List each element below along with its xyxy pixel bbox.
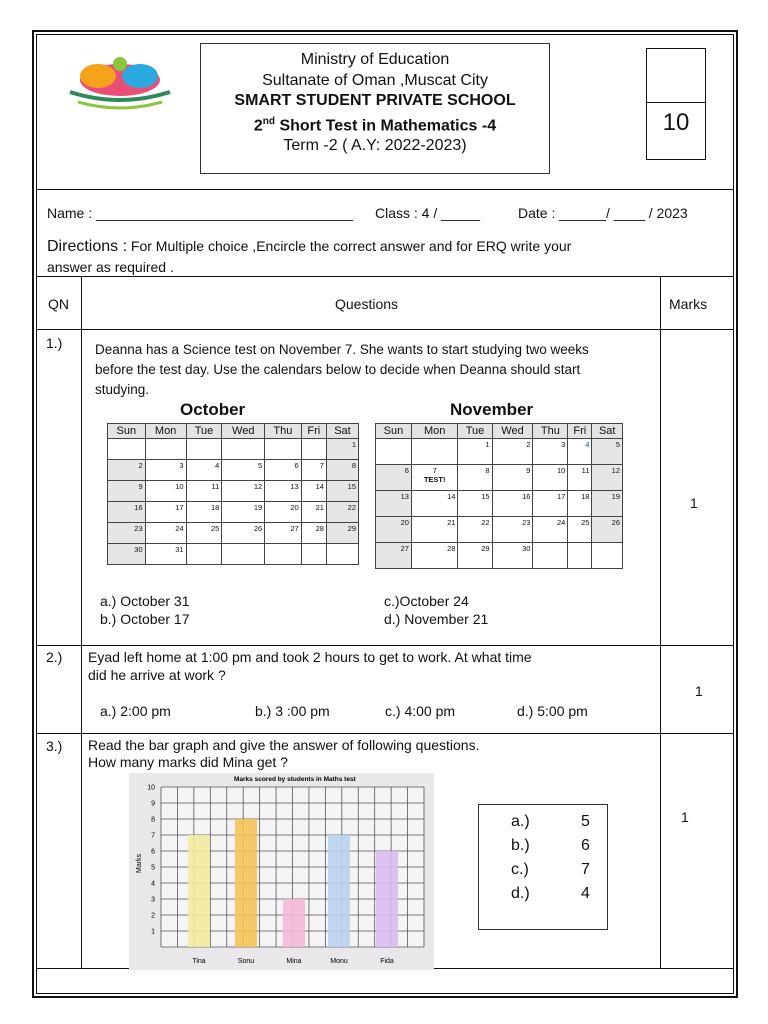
calendar-day: 14 (301, 481, 326, 502)
calendar-empty-cell (222, 439, 265, 460)
test-title: 2nd Short Test in Mathematics -4 (253, 115, 497, 134)
day-header-wed: Wed (492, 424, 533, 439)
bar-mina (283, 899, 305, 947)
calendar-day: 6 (265, 460, 302, 481)
q2-option-c[interactable]: c.) 4:00 pm (385, 703, 456, 719)
option-label: a.) (511, 813, 530, 830)
calendar-day: 13 (265, 481, 302, 502)
calendar-empty-cell (533, 543, 568, 569)
y-tick-label: 4 (151, 880, 155, 888)
q2-option-b[interactable]: b.) 3 :00 pm (255, 703, 330, 719)
calendar-day: 25 (568, 517, 592, 543)
y-tick-label: 8 (151, 816, 155, 824)
calendar-day: 30 (108, 544, 146, 565)
option-label: b.) (511, 837, 530, 854)
q1-text: Deanna has a Science test on November 7. She wants to start studying two weeks before the test day. Use the calendars below to decide when Deanna should start studying. (95, 342, 589, 397)
calendar-day: 17 (533, 491, 568, 517)
calendar-day: 12 (592, 465, 623, 491)
day-header-mon: Mon (145, 424, 186, 439)
option-value: 5 (581, 813, 590, 830)
day-header-tue: Tue (458, 424, 492, 439)
calendar-day: 10 (145, 481, 186, 502)
calendar-day: 15 (458, 491, 492, 517)
day-header-wed: Wed (222, 424, 265, 439)
day-header-mon: Mon (411, 424, 458, 439)
calendar-empty-cell (145, 439, 186, 460)
x-tick-label: Sonu (237, 958, 255, 965)
calendar-day: 2 (108, 460, 146, 481)
calendar-empty-cell (186, 544, 222, 565)
calendar-day: 5 (592, 439, 623, 465)
term-text: Term -2 ( A.Y: 2022-2023) (283, 137, 467, 155)
day-header-thu: Thu (265, 424, 302, 439)
calendar-empty-cell (411, 439, 458, 465)
calendar-day: 23 (492, 517, 533, 543)
questions-header: Questions (335, 296, 399, 312)
calendar-day: 16 (492, 491, 533, 517)
calendar-day: 24 (533, 517, 568, 543)
day-header-sun: Sun (376, 424, 412, 439)
calendar-day: 17 (145, 502, 186, 523)
option-label: c.) (511, 861, 529, 878)
calendar-day: 23 (108, 523, 146, 544)
directions-line2: answer as required . (47, 259, 174, 275)
calendar-day: 3 (145, 460, 186, 481)
q2-option-a[interactable]: a.) 2:00 pm (100, 703, 171, 719)
calendar-day: 1 (326, 439, 358, 460)
calendar-empty-cell (568, 543, 592, 569)
y-tick-label: 1 (151, 928, 155, 936)
calendar-day: 18 (568, 491, 592, 517)
calendar-empty-cell (376, 439, 412, 465)
calendar-empty-cell (108, 439, 146, 460)
calendar-day: 11 (568, 465, 592, 491)
y-tick-label: 6 (151, 848, 155, 856)
q3-option-a[interactable] (511, 813, 601, 831)
q3-number: 3.) (46, 738, 63, 754)
x-tick-label: Monu (330, 958, 348, 965)
option-value: 6 (581, 837, 590, 854)
q3-text: Read the bar graph and give the answer of following questions. How many marks did Mina get ? (88, 737, 480, 770)
calendar-day: 1 (458, 439, 492, 465)
november-title: November (450, 400, 534, 419)
calendar-day: 7 (301, 460, 326, 481)
q1-option-c[interactable]: c.)October 24 (384, 593, 469, 609)
calendar-day: 26 (592, 517, 623, 543)
day-header-sun: Sun (108, 424, 146, 439)
calendar-day: 22 (458, 517, 492, 543)
calendar-empty-cell (186, 439, 222, 460)
calendar-day: 12 (222, 481, 265, 502)
calendar-empty-cell (301, 439, 326, 460)
calendar-day: 9 (492, 465, 533, 491)
calendar-day: 8 (326, 460, 358, 481)
day-header-fri: Fri (568, 424, 592, 439)
q3-options-box (478, 804, 608, 930)
calendar-day: 19 (222, 502, 265, 523)
q1-option-a[interactable]: a.) October 31 (100, 593, 190, 609)
calendar-day: 4 (186, 460, 222, 481)
calendar-empty-cell (265, 544, 302, 565)
y-axis-label: Marks (136, 853, 143, 873)
class-field[interactable]: Class : 4 / _____ (375, 205, 481, 221)
qn-column-line (81, 276, 82, 968)
calendar-day: 16 (108, 502, 146, 523)
calendar-empty-cell (326, 544, 358, 565)
qn-header: QN (48, 296, 69, 312)
calendar-empty-cell (222, 544, 265, 565)
calendar-day: 20 (376, 517, 412, 543)
score-box (646, 48, 706, 160)
day-header-fri: Fri (301, 424, 326, 439)
school-logo (60, 50, 180, 122)
calendar-day: 28 (301, 523, 326, 544)
directions: Directions : For Multiple choice ,Encircle the correct answer and for ERQ write your (47, 238, 572, 255)
calendar-day: 13 (376, 491, 412, 517)
q3-option-d[interactable] (511, 885, 601, 903)
calendar-day: 10 (533, 465, 568, 491)
q1-marks: 1 (690, 495, 698, 511)
calendar-day: 26 (222, 523, 265, 544)
bar-sonu (235, 819, 257, 947)
bar-tina (188, 835, 210, 947)
calendar-day: 15 (326, 481, 358, 502)
chart-title: Marks scored by students in Maths test (234, 776, 356, 783)
calendar-day: 21 (301, 502, 326, 523)
y-tick-label: 7 (151, 832, 155, 840)
calendar-day: 8 (458, 465, 492, 491)
calendar-empty-cell (265, 439, 302, 460)
q1-option-d[interactable]: d.) November 21 (384, 611, 489, 627)
school-name: SMART STUDENT PRIVATE SCHOOL (234, 92, 516, 109)
day-header-sat: Sat (326, 424, 358, 439)
calendar-day: 21 (411, 517, 458, 543)
x-tick-label: Fida (380, 958, 394, 965)
calendar-day: 31 (145, 544, 186, 565)
name-field[interactable]: Name : _________________________________ (47, 205, 353, 221)
calendar-day: 29 (458, 543, 492, 569)
school-header (200, 43, 550, 174)
q1-bottom-line (36, 645, 734, 646)
y-tick-label: 10 (147, 784, 155, 792)
calendar-day: 19 (592, 491, 623, 517)
calendar-day: 11 (186, 481, 222, 502)
calendar-day: 20 (265, 502, 302, 523)
q1-option-b[interactable]: b.) October 17 (100, 611, 190, 627)
calendar-day: 9 (108, 481, 146, 502)
q3-option-c[interactable] (511, 861, 601, 879)
q2-text: Eyad left home at 1:00 pm and took 2 hours to get to work. At what time did he arrive at work ? (88, 649, 532, 683)
y-tick-label: 2 (151, 912, 155, 920)
calendar-day: 22 (326, 502, 358, 523)
calendar-day: 27 (376, 543, 412, 569)
day-header-tue: Tue (186, 424, 222, 439)
table-top-line (36, 276, 734, 277)
calendar-day: 5 (222, 460, 265, 481)
calendar-day: 6 (376, 465, 412, 491)
header-row-line (36, 329, 734, 330)
q2-number: 2.) (46, 649, 63, 665)
calendar-day: 28 (411, 543, 458, 569)
total-score: 10 (662, 109, 690, 136)
marks-column-line (660, 276, 661, 968)
option-value: 4 (581, 885, 590, 902)
october-calendar (107, 423, 359, 565)
q2-bottom-line (36, 733, 734, 734)
november-calendar (375, 423, 623, 569)
y-tick-label: 9 (151, 800, 155, 808)
calendar-day: 7 TEST! (411, 465, 458, 491)
option-value: 7 (581, 861, 590, 878)
calendar-day: 24 (145, 523, 186, 544)
q3-option-b[interactable] (511, 837, 601, 855)
calendar-day: 27 (265, 523, 302, 544)
header-divider (36, 189, 734, 190)
marks-header: Marks (669, 296, 708, 312)
option-label: d.) (511, 885, 530, 902)
calendar-empty-cell (301, 544, 326, 565)
calendar-empty-cell (592, 543, 623, 569)
calendar-day: 4 (568, 439, 592, 465)
test-marker: TEST! (423, 475, 446, 484)
calendar-day: 29 (326, 523, 358, 544)
x-tick-label: Tina (192, 958, 206, 965)
location-text: Sultanate of Oman ,Muscat City (262, 71, 488, 89)
calendar-day: 14 (411, 491, 458, 517)
y-tick-label: 5 (151, 864, 155, 872)
calendar-day: 25 (186, 523, 222, 544)
ministry-text: Ministry of Education (300, 51, 450, 68)
bar-chart (129, 773, 434, 970)
october-title: October (180, 400, 246, 419)
date-field[interactable]: Date : ______/ ____ / 2023 (518, 205, 688, 221)
day-header-sat: Sat (592, 424, 623, 439)
bar-monu (328, 835, 350, 947)
q2-option-d[interactable]: d.) 5:00 pm (517, 703, 588, 719)
y-tick-label: 3 (151, 896, 155, 904)
day-header-thu: Thu (533, 424, 568, 439)
q2-marks: 1 (695, 683, 703, 699)
bar-fida (376, 851, 398, 947)
q1-number: 1.) (46, 335, 63, 351)
calendar-day: 30 (492, 543, 533, 569)
calendar-day: 2 (492, 439, 533, 465)
calendar-day: 3 (533, 439, 568, 465)
q3-marks: 1 (681, 809, 689, 825)
calendar-day: 18 (186, 502, 222, 523)
bar-graph-photo (129, 773, 434, 970)
x-tick-label: Mina (286, 958, 302, 965)
